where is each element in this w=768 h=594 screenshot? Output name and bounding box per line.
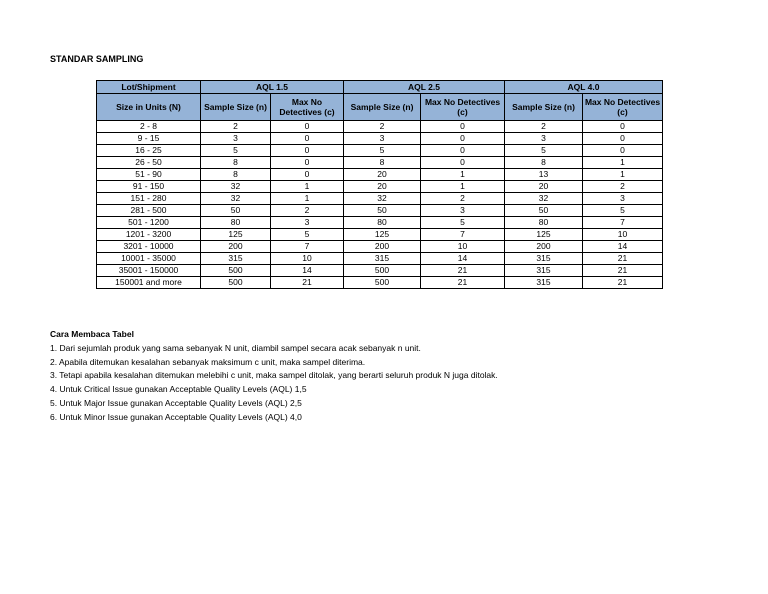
table-cell: 281 - 500 bbox=[97, 205, 201, 217]
table-cell: 5 bbox=[583, 205, 663, 217]
header-row-columns bbox=[97, 94, 663, 121]
table-row bbox=[97, 265, 663, 277]
table-cell: 26 - 50 bbox=[97, 157, 201, 169]
table-cell: 3 bbox=[271, 217, 344, 229]
table-cell: 35001 - 150000 bbox=[97, 265, 201, 277]
table-cell: 50 bbox=[201, 205, 271, 217]
header-aql-1-5: AQL 1.5 bbox=[201, 81, 344, 94]
header-size-in-units: Size in Units (N) bbox=[97, 94, 201, 121]
table-row bbox=[97, 277, 663, 289]
table-cell: 0 bbox=[421, 121, 505, 133]
table-cell: 2 bbox=[583, 181, 663, 193]
table-cell: 200 bbox=[201, 241, 271, 253]
table-cell: 3 bbox=[201, 133, 271, 145]
table-cell: 7 bbox=[271, 241, 344, 253]
table-cell: 50 bbox=[505, 205, 583, 217]
table-cell: 32 bbox=[505, 193, 583, 205]
table-cell: 5 bbox=[505, 145, 583, 157]
table-cell: 8 bbox=[505, 157, 583, 169]
table-cell: 315 bbox=[505, 253, 583, 265]
table-cell: 20 bbox=[505, 181, 583, 193]
table-cell: 8 bbox=[344, 157, 421, 169]
table-cell: 13 bbox=[505, 169, 583, 181]
table-cell: 51 - 90 bbox=[97, 169, 201, 181]
table-row bbox=[97, 181, 663, 193]
table-cell: 10 bbox=[421, 241, 505, 253]
table-cell: 8 bbox=[201, 169, 271, 181]
table-cell: 10 bbox=[271, 253, 344, 265]
note-item: 4. Untuk Critical Issue gunakan Acceptable Quality Levels (AQL) 1,5 bbox=[50, 384, 307, 395]
table-row bbox=[97, 217, 663, 229]
table-cell: 0 bbox=[271, 133, 344, 145]
table-cell: 1 bbox=[271, 181, 344, 193]
table-cell: 21 bbox=[583, 265, 663, 277]
table-cell: 91 - 150 bbox=[97, 181, 201, 193]
notes-heading: Cara Membaca Tabel bbox=[50, 329, 134, 339]
table-cell: 0 bbox=[421, 157, 505, 169]
table-cell: 150001 and more bbox=[97, 277, 201, 289]
table-cell: 151 - 280 bbox=[97, 193, 201, 205]
table-row bbox=[97, 145, 663, 157]
table-cell: 5 bbox=[201, 145, 271, 157]
table-cell: 2 bbox=[505, 121, 583, 133]
table-cell: 10 bbox=[583, 229, 663, 241]
table-cell: 125 bbox=[505, 229, 583, 241]
table-cell: 14 bbox=[583, 241, 663, 253]
table-row bbox=[97, 241, 663, 253]
table-row bbox=[97, 121, 663, 133]
table-cell: 5 bbox=[271, 229, 344, 241]
table-cell: 7 bbox=[421, 229, 505, 241]
note-item: 6. Untuk Minor Issue gunakan Acceptable Quality Levels (AQL) 4,0 bbox=[50, 411, 302, 422]
table-cell: 80 bbox=[344, 217, 421, 229]
table-cell: 125 bbox=[344, 229, 421, 241]
table-cell: 1 bbox=[421, 181, 505, 193]
table-cell: 0 bbox=[271, 145, 344, 157]
table-cell: 9 - 15 bbox=[97, 133, 201, 145]
document-title: STANDAR SAMPLING bbox=[50, 54, 144, 64]
table-cell: 3 bbox=[344, 133, 421, 145]
table-cell: 3 bbox=[421, 205, 505, 217]
table-cell: 315 bbox=[505, 265, 583, 277]
table-row bbox=[97, 133, 663, 145]
table-row bbox=[97, 157, 663, 169]
reading-notes bbox=[50, 328, 498, 425]
header-max-defectives-aql15: Max No Detectives (c) bbox=[271, 94, 344, 121]
table-cell: 21 bbox=[421, 265, 505, 277]
header-aql-2-5: AQL 2.5 bbox=[344, 81, 505, 94]
table-cell: 14 bbox=[271, 265, 344, 277]
table-cell: 2 - 8 bbox=[97, 121, 201, 133]
table-cell: 0 bbox=[421, 133, 505, 145]
table-cell: 50 bbox=[344, 205, 421, 217]
table-cell: 1 bbox=[583, 169, 663, 181]
table-cell: 32 bbox=[344, 193, 421, 205]
table-row bbox=[97, 193, 663, 205]
table-cell: 10001 - 35000 bbox=[97, 253, 201, 265]
table-row bbox=[97, 169, 663, 181]
table-cell: 20 bbox=[344, 181, 421, 193]
table-cell: 2 bbox=[271, 205, 344, 217]
header-row-groups bbox=[97, 81, 663, 94]
table-cell: 2 bbox=[421, 193, 505, 205]
table-row bbox=[97, 205, 663, 217]
table-cell: 200 bbox=[344, 241, 421, 253]
table-cell: 8 bbox=[201, 157, 271, 169]
table-cell: 501 - 1200 bbox=[97, 217, 201, 229]
table-body bbox=[97, 121, 663, 289]
table-row bbox=[97, 229, 663, 241]
table-cell: 0 bbox=[271, 121, 344, 133]
table-cell: 315 bbox=[201, 253, 271, 265]
table-cell: 125 bbox=[201, 229, 271, 241]
table-cell: 1 bbox=[271, 193, 344, 205]
header-max-defectives-aql25: Max No Detectives (c) bbox=[421, 94, 505, 121]
table-cell: 21 bbox=[583, 253, 663, 265]
table-cell: 80 bbox=[201, 217, 271, 229]
table-cell: 20 bbox=[344, 169, 421, 181]
table-cell: 0 bbox=[421, 145, 505, 157]
table-cell: 500 bbox=[344, 277, 421, 289]
table-cell: 500 bbox=[201, 265, 271, 277]
table-cell: 32 bbox=[201, 193, 271, 205]
table-cell: 5 bbox=[344, 145, 421, 157]
table-cell: 32 bbox=[201, 181, 271, 193]
header-sample-size-aql15: Sample Size (n) bbox=[201, 94, 271, 121]
note-item: 1. Dari sejumlah produk yang sama sebanyak N unit, diambil sampel secara acak sebanyak n unit. bbox=[50, 342, 421, 353]
table-cell: 315 bbox=[505, 277, 583, 289]
table-cell: 5 bbox=[421, 217, 505, 229]
header-max-defectives-aql40: Max No Detectives (c) bbox=[583, 94, 663, 121]
table-cell: 21 bbox=[583, 277, 663, 289]
header-sample-size-aql25: Sample Size (n) bbox=[344, 94, 421, 121]
table-cell: 21 bbox=[421, 277, 505, 289]
note-item: 2. Apabila ditemukan kesalahan sebanyak maksimum c unit, maka sampel diterima. bbox=[50, 356, 366, 367]
note-item: 3. Tetapi apabila kesalahan ditemukan melebihi c unit, maka sampel ditolak, yang berarti seluruh produk N juga ditolak. bbox=[50, 370, 498, 381]
table-row bbox=[97, 253, 663, 265]
table-cell: 0 bbox=[271, 169, 344, 181]
table-cell: 3201 - 10000 bbox=[97, 241, 201, 253]
table-cell: 3 bbox=[505, 133, 583, 145]
table-cell: 0 bbox=[271, 157, 344, 169]
table-cell: 3 bbox=[583, 193, 663, 205]
table-cell: 21 bbox=[271, 277, 344, 289]
table-cell: 7 bbox=[583, 217, 663, 229]
table-cell: 200 bbox=[505, 241, 583, 253]
header-sample-size-aql40: Sample Size (n) bbox=[505, 94, 583, 121]
sampling-table bbox=[96, 80, 663, 289]
table-cell: 0 bbox=[583, 133, 663, 145]
header-aql-4-0: AQL 4.0 bbox=[505, 81, 663, 94]
table-cell: 16 - 25 bbox=[97, 145, 201, 157]
table-cell: 315 bbox=[344, 253, 421, 265]
note-item: 5. Untuk Major Issue gunakan Acceptable Quality Levels (AQL) 2,5 bbox=[50, 397, 302, 408]
table-cell: 500 bbox=[344, 265, 421, 277]
table-cell: 1 bbox=[583, 157, 663, 169]
table-cell: 500 bbox=[201, 277, 271, 289]
table-cell: 80 bbox=[505, 217, 583, 229]
table-cell: 1 bbox=[421, 169, 505, 181]
table-cell: 2 bbox=[201, 121, 271, 133]
table-cell: 14 bbox=[421, 253, 505, 265]
table-cell: 1201 - 3200 bbox=[97, 229, 201, 241]
table-cell: 0 bbox=[583, 145, 663, 157]
header-lot-shipment: Lot/Shipment bbox=[97, 81, 201, 94]
table-cell: 0 bbox=[583, 121, 663, 133]
table-cell: 2 bbox=[344, 121, 421, 133]
